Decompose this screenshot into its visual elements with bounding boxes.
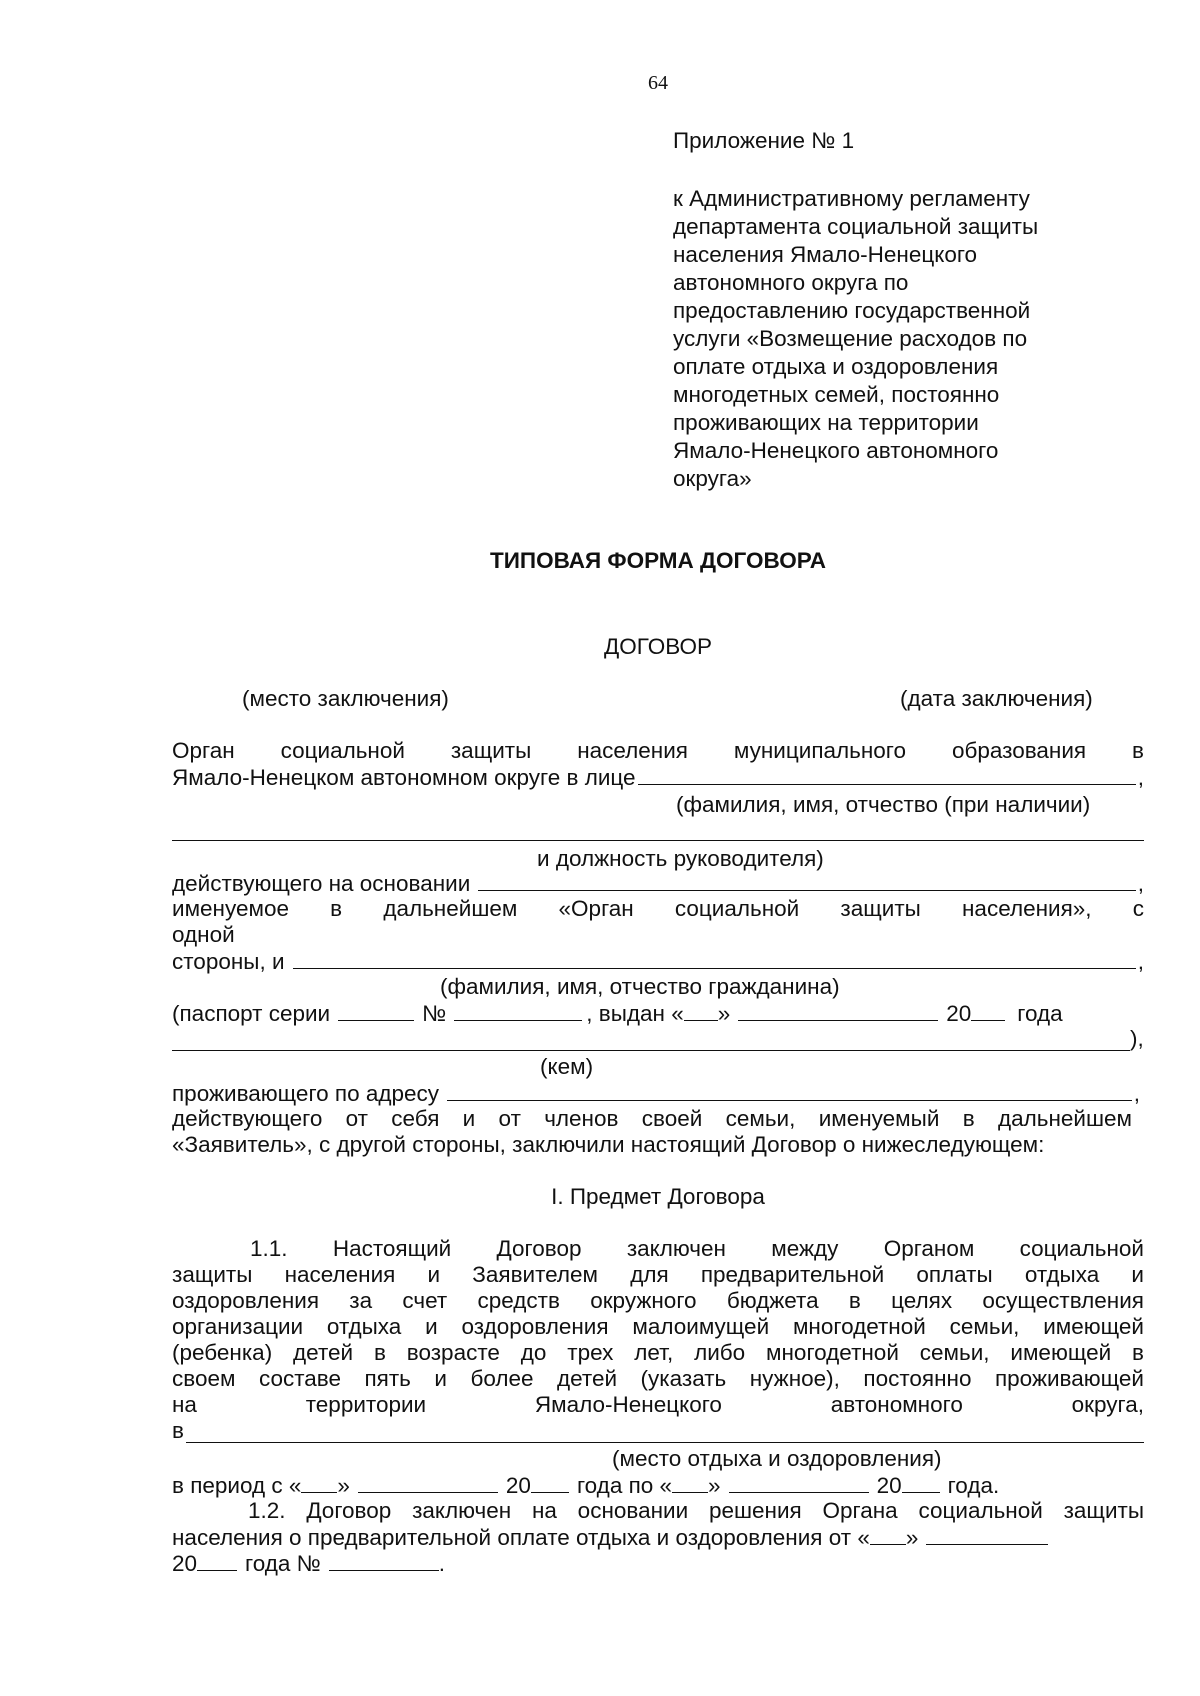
issue-day-blank[interactable]: [684, 1000, 718, 1021]
year-word: года: [1017, 1001, 1063, 1026]
p12-number-text: года №: [245, 1551, 321, 1576]
decision-day-blank[interactable]: [870, 1524, 906, 1545]
organ-line-2-text: Ямало-Ненецком автономном округе в лице: [172, 765, 636, 790]
appendix-line: многодетных семей, постоянно: [673, 382, 1000, 407]
rest-place-blank[interactable]: [186, 1442, 1144, 1443]
head-name-blank[interactable]: [638, 764, 1136, 785]
applicant-line: «Заявитель», с другой стороны, заключили настоящий Договор о нижеследующем:: [172, 1132, 1045, 1157]
position-hint: и должность руководителя): [537, 846, 824, 871]
side-and-text: стороны, и: [172, 949, 285, 974]
appendix-line: услуги «Возмещение расходов по: [673, 326, 1028, 351]
p12-line-3: [172, 1550, 772, 1577]
quote-close: »: [708, 1473, 721, 1498]
appendix-line: Ямало-Ненецкого автономного: [673, 438, 999, 463]
appendix-line: оплате отдыха и оздоровления: [673, 354, 999, 379]
one-word: одной: [172, 922, 235, 947]
year-prefix: 20: [876, 1473, 902, 1498]
address-blank[interactable]: [447, 1080, 1132, 1101]
section-heading: I. Предмет Договора: [551, 1184, 765, 1209]
p11-line: оздоровления за счет средств окружного бюджета в целях осуществления: [172, 1288, 1144, 1313]
comma: ,: [1137, 871, 1144, 896]
issue-month-blank[interactable]: [738, 1000, 938, 1021]
issued-text: , выдан «: [586, 1001, 684, 1026]
period-to-day-blank[interactable]: [672, 1472, 708, 1493]
p11-line: 1.1. Настоящий Договор заключен между Органом социальной: [250, 1236, 1144, 1261]
appendix-line: проживающих на территории: [673, 410, 979, 435]
decision-year-blank[interactable]: [197, 1550, 237, 1571]
close-paren: ),: [1130, 1026, 1144, 1051]
period-dot: .: [438, 1551, 446, 1576]
p12-line-1: 1.2. Договор заключен на основании решения Органа социальной защиты: [248, 1498, 1144, 1523]
decision-number-blank[interactable]: [329, 1550, 439, 1571]
comma: ,: [1137, 765, 1144, 790]
address-row: [172, 1080, 1140, 1107]
residing-text: проживающего по адресу: [172, 1081, 440, 1106]
p12-line-2: [172, 1524, 1116, 1551]
decision-month-blank[interactable]: [926, 1524, 1048, 1545]
period-to-text: года по «: [576, 1473, 673, 1498]
place-of-conclusion-label: (место заключения): [242, 686, 449, 711]
appendix-line: автономного округа по: [673, 270, 909, 295]
number-sign: №: [422, 1001, 447, 1026]
v-letter: в: [172, 1418, 184, 1443]
year-prefix: 20: [946, 1001, 972, 1026]
period-from-text: в период с «: [172, 1473, 302, 1498]
quote-close: »: [717, 1001, 731, 1026]
comma: ,: [1133, 1081, 1140, 1106]
basis-row: [172, 870, 1144, 897]
year-prefix: 20: [505, 1473, 531, 1498]
appendix-line: департамента социальной защиты: [673, 214, 1039, 239]
p11-line: на территории Ямало-Ненецкого автономного округа,: [172, 1392, 1144, 1417]
organ-line-2: [172, 764, 1144, 791]
quote-close: »: [905, 1525, 919, 1550]
citizen-name-blank[interactable]: [293, 948, 1136, 969]
period-from-year-blank[interactable]: [531, 1472, 569, 1493]
basis-blank[interactable]: [478, 870, 1135, 891]
p12-line-2-text: населения о предварительной оплате отдыха и оздоровления от «: [172, 1525, 870, 1550]
position-blank[interactable]: [172, 840, 1144, 841]
fio-hint: (фамилия, имя, отчество (при наличии): [676, 792, 1091, 817]
date-of-conclusion-label: (дата заключения): [900, 686, 1093, 711]
appendix-line: предоставлению государственной: [673, 298, 1031, 323]
appendix-line: округа»: [673, 466, 752, 491]
p11-line: защиты населения и Заявителем для предварительной оплаты отдыха и: [172, 1262, 1144, 1287]
contract-title: ДОГОВОР: [604, 634, 712, 659]
appendix-line: к Административному регламенту: [673, 186, 1030, 211]
rest-place-hint: (место отдыха и оздоровления): [612, 1446, 942, 1471]
passport-number-blank[interactable]: [454, 1000, 582, 1021]
comma: ,: [1137, 949, 1144, 974]
p11-line: организации отдыха и оздоровления малоимущей многодетной семьи, имеющей: [172, 1314, 1144, 1339]
period-from-month-blank[interactable]: [358, 1472, 498, 1493]
page-number: 64: [648, 72, 668, 94]
passport-series-blank[interactable]: [338, 1000, 414, 1021]
passport-series-text: (паспорт серии: [172, 1001, 331, 1026]
period-to-year-blank[interactable]: [902, 1472, 940, 1493]
appendix-title: Приложение № 1: [673, 128, 855, 153]
basis-text: действующего на основании: [172, 871, 471, 896]
by-whom-hint: (кем): [540, 1054, 594, 1079]
organ-line-1: Орган социальной защиты населения муниципального образования в: [172, 738, 1144, 763]
issued-by-blank[interactable]: [172, 1050, 1130, 1051]
quote-close: »: [337, 1473, 350, 1498]
citizen-row: [172, 948, 1144, 975]
p11-line: своем составе пять и более детей (указать нужное), постоянно проживающей: [172, 1366, 1144, 1391]
p12-year-prefix: 20: [172, 1551, 198, 1576]
issue-year-blank[interactable]: [971, 1000, 1005, 1021]
period-to-month-blank[interactable]: [729, 1472, 869, 1493]
citizen-hint: (фамилия, имя, отчество гражданина): [440, 974, 840, 999]
period-end-text: года.: [947, 1473, 1000, 1498]
period-from-day-blank[interactable]: [301, 1472, 337, 1493]
named-line: именуемое в дальнейшем «Орган социальной защиты населения», с: [172, 896, 1144, 921]
appendix-line: населения Ямало-Ненецкого: [673, 242, 978, 267]
passport-row: [172, 1000, 1122, 1027]
form-title: ТИПОВАЯ ФОРМА ДОГОВОРА: [489, 548, 826, 573]
acting-line: действующего от себя и от членов своей семьи, именуемый в дальнейшем: [172, 1106, 1132, 1131]
p11-line: (ребенка) детей в возрасте до трех лет, либо многодетной семьи, имеющей в: [172, 1340, 1144, 1365]
period-row: [172, 1472, 1092, 1499]
